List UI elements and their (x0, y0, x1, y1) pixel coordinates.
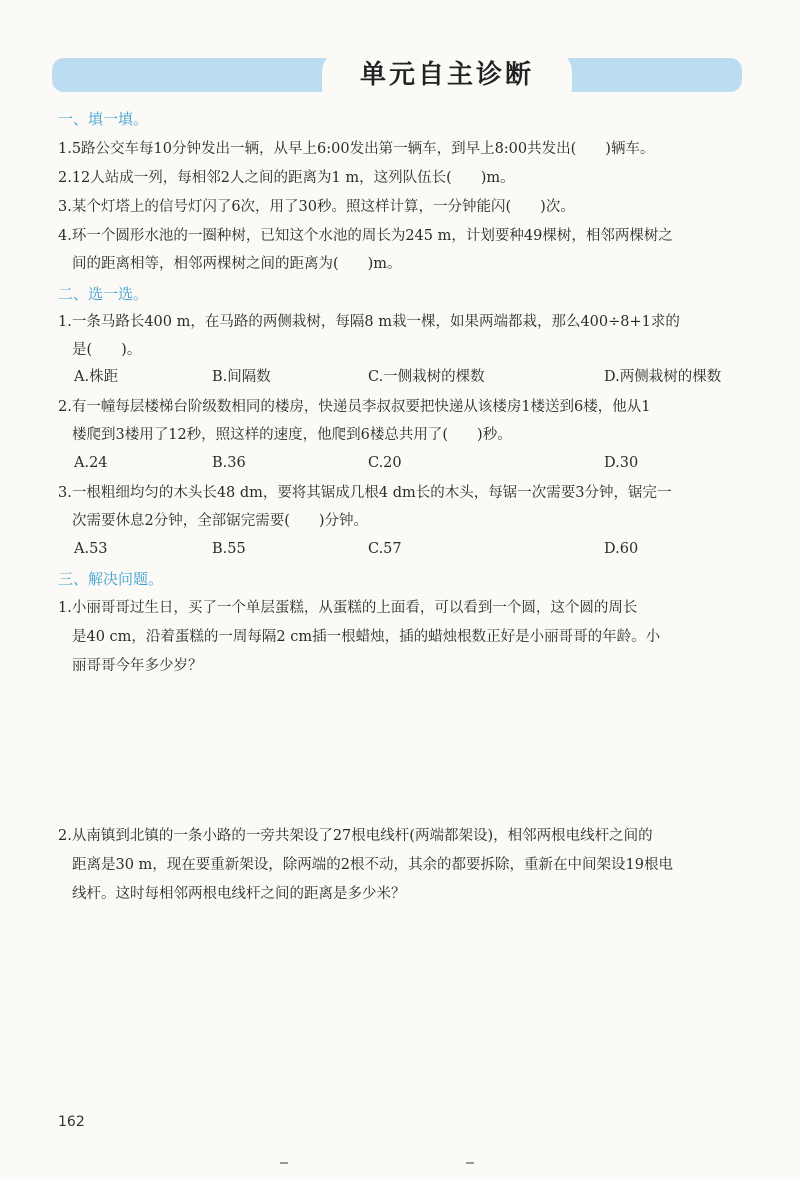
scan-mark (280, 1162, 288, 1164)
solve-question-2: 2.从南镇到北镇的一条小路的一旁共架设了27根电线杆(两端都架设)，相邻两根电线杆之间的 (58, 828, 653, 844)
fill-question-2: 2.12人站成一列，每相邻2人之间的距离为1 m，这列队伍长( )m。 (58, 170, 515, 186)
section-heading-choice: 二、选一选。 (58, 285, 149, 303)
choice-3-option-a: A.53 (74, 541, 108, 557)
fill-question-4-cont: 间的距离相等，相邻两棵树之间的距离为( )m。 (72, 256, 402, 272)
choice-1-option-b: B.间隔数 (212, 369, 271, 385)
page-title: 单元自主诊断 (359, 60, 534, 90)
fill-question-4: 4.环一个圆形水池的一圈种树，已知这个水池的周长为245 m，计划要种49棵树，相邻两棵树之 (58, 228, 673, 244)
section-heading-fill: 一、填一填。 (58, 110, 149, 128)
choice-1-option-a: A.株距 (74, 369, 119, 385)
fill-question-3: 3.某个灯塔上的信号灯闪了6次，用了30秒。照这样计算，一分钟能闪( )次。 (58, 199, 575, 215)
section-heading-solve: 三、解决问题。 (58, 570, 164, 588)
solve-question-2-cont-2: 线杆。这时每相邻两根电线杆之间的距离是多少米？ (72, 886, 406, 902)
choice-question-2: 2.有一幢每层楼梯台阶级数相同的楼房，快递员李叔叔要把快递从该楼房1楼送到6楼，他从1 (58, 399, 651, 415)
fill-question-1: 1.5路公交车每10分钟发出一辆，从早上6:00发出第一辆车，到早上8:00共发出( )辆车。 (58, 141, 655, 157)
scan-mark (466, 1162, 474, 1164)
choice-2-option-a: A.24 (74, 455, 108, 471)
choice-2-option-b: B.36 (212, 455, 246, 471)
choice-3-option-b: B.55 (212, 541, 246, 557)
title-banner (52, 58, 742, 92)
choice-1-option-d: D.两侧栽树的棵数 (604, 369, 722, 385)
choice-2-option-c: C.20 (368, 455, 402, 471)
solve-question-1-cont-1: 是40 cm，沿着蛋糕的一周每隔2 cm插一根蜡烛，插的蜡烛根数正好是小丽哥哥的年龄。小 (72, 629, 661, 645)
choice-question-1: 1.一条马路长400 m，在马路的两侧栽树，每隔8 m栽一棵，如果两端都栽，那么400÷8+1求的 (58, 314, 680, 330)
choice-2-option-d: D.30 (604, 455, 639, 471)
choice-question-3: 3.一根粗细均匀的木头长48 dm，要将其锯成几根4 dm长的木头，每锯一次需要3分钟，锯完一 (58, 485, 672, 501)
choice-question-3-cont: 次需要休息2分钟，全部锯完需要( )分钟。 (72, 513, 369, 529)
choice-question-2-cont: 楼爬到3楼用了12秒，照这样的速度，他爬到6楼总共用了( )秒。 (72, 427, 512, 443)
solve-question-1: 1.小丽哥哥过生日，买了一个单层蛋糕，从蛋糕的上面看，可以看到一个圆，这个圆的周长 (58, 600, 638, 616)
choice-3-option-d: D.60 (604, 541, 639, 557)
choice-3-option-c: C.57 (368, 541, 402, 557)
solve-question-2-cont-1: 距离是30 m，现在要重新架设，除两端的2根不动，其余的都要拆除，重新在中间架设19根电 (72, 857, 673, 873)
page-number: 162 (58, 1114, 85, 1130)
choice-1-option-c: C.一侧栽树的棵数 (368, 369, 485, 385)
choice-question-1-cont: 是( )。 (72, 342, 142, 358)
solve-question-1-cont-2: 丽哥哥今年多少岁？ (72, 658, 203, 674)
